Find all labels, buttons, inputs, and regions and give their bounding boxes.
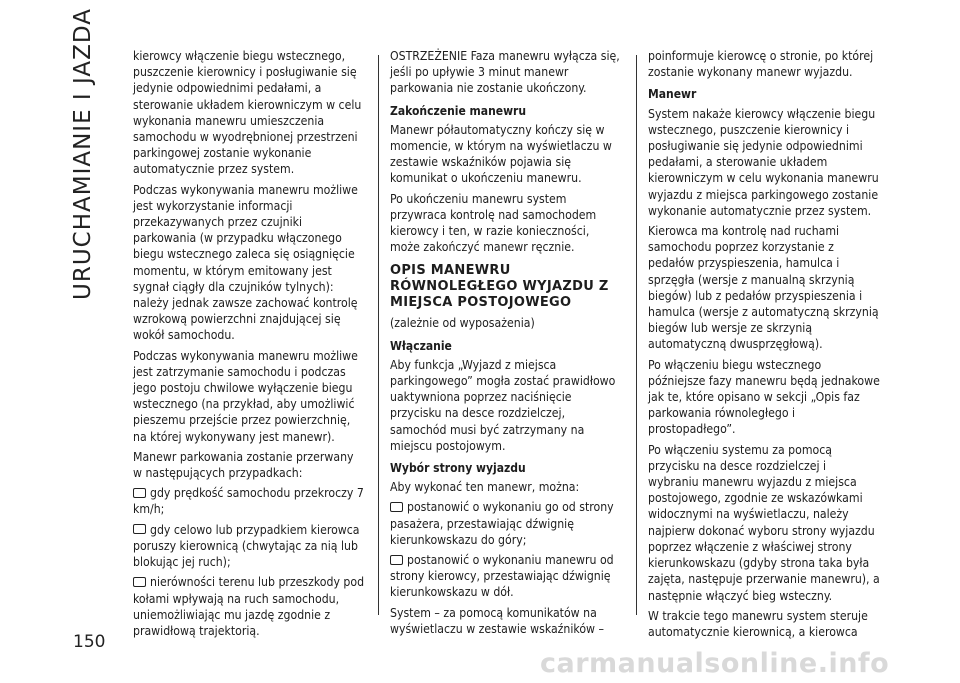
paragraph: Podczas wykonywania manewru możliwe jest zatrzymanie samochodu i podczas jego postoju chwilowe wyłączenie biegu wstecznego (na przykład, aby umożliwić pieszemu przejście przez powierzchnię, na której wykonywany jest manewr).	[133, 348, 358, 444]
list-item	[133, 522, 365, 571]
column-divider	[636, 55, 637, 615]
paragraph: Manewr parkowania zostanie przerwany w następujących przypadkach:	[133, 449, 354, 481]
paragraph: Podczas wykonywania manewru możliwe jest wykorzystanie informacji przekazywanych przez czujniki parkowania (w przypadku włączonego biegu wstecznego zaleca się osiągnięcie momentu, w którym emitowany jest sygnał ciągły dla czujników tylnych): należy jednak zawsze zachować kontrolę wzrokową powierzchni znajdującej się wokół samochodu.	[133, 182, 358, 343]
list-item	[133, 485, 365, 517]
paragraph: Aby funkcja „Wyjazd z miejsca parkingowego” mogła zostać prawidłowo uaktywniona poprzez naciśnięcie przycisku na desce rozdzielczej, samochód musi być zatrzymany na miejscu postojowym.	[390, 357, 616, 453]
paragraph: W trakcie tego manewru system steruje automatycznie kierownicą, a kierowca	[648, 608, 868, 639]
section-title: URUCHAMIANIE I JAZDA	[70, 8, 96, 300]
paragraph: poinformuje kierowcę o stronie, po której zostanie wykonany manewr wyjazdu.	[648, 49, 874, 80]
paragraph: Po ukończeniu manewru system przywraca kontrolę nad samochodem kierowcy i ten, w razie konieczności, może zakończyć manewr ręcznie.	[390, 191, 597, 255]
paragraph: Po włączeniu systemu za pomocą przycisku na desce rozdzielczej i wybraniu manewru wyjazdu z miejsca postojowego, zgodnie ze wskazówkami widocznymi na wyświetlaczu, należy najpierw dokonać wyboru strony wyjazdu poprzez włączenie z właściwej strony kierunkowskazu (gdyby strona taka była zajęta, następuje przerwanie manewru), a następnie włączyć bieg wsteczny.	[648, 442, 880, 603]
bullet-icon	[133, 524, 146, 534]
list-item-text: gdy prędkość samochodu przekroczy 7 km/h;	[133, 486, 364, 517]
paragraph: System nakaże kierowcy włączenie biegu wstecznego, puszczenie kierownicy i posługiwanie się jedynie odpowiednimi pedałami, a sterowanie układem kierowniczym w celu wykonania manewru wyjazdu z miejsca parkingowego zostanie wykonanie automatycznie przez system.	[648, 106, 879, 218]
list-item-text: postanowić o wykonaniu manewru od strony kierowcy, przestawiając dźwignię kierunkowskazu w dół.	[390, 553, 614, 600]
list-item	[133, 574, 365, 639]
list-item-text: gdy celowo lub przypadkiem kierowca poruszy kierownicą (chwytając za nią lub blokując jej ruch);	[133, 522, 360, 570]
watermark: carmanualsonline.info	[540, 648, 890, 679]
bullet-icon	[133, 488, 146, 498]
bullet-icon	[133, 577, 146, 587]
paragraph: System – za pomocą komunikatów na wyświetlaczu w zestawie wskaźników –	[390, 605, 604, 636]
bullet-icon	[390, 502, 403, 512]
column-1	[133, 48, 365, 643]
subheading: Włączanie	[390, 338, 452, 353]
list-item	[390, 552, 620, 601]
paragraph: (zależnie od wyposażenia)	[390, 316, 535, 331]
page-number: 150	[73, 632, 106, 652]
column-2	[390, 48, 620, 641]
paragraph: Manewr półautomatyczny kończy się w momencie, w którym na wyświetlaczu w zestawie wskaźników pojawia się komunikat o ukończeniu manewru.	[390, 122, 612, 186]
list-item	[390, 499, 620, 548]
paragraph: kierowcy włączenie biegu wstecznego, puszczenie kierownicy i posługiwanie się jedynie odpowiednimi pedałami, a sterowanie układem kierowniczym w celu wykonania manewru umieszczenia samochodu w wyodrębnionej przestrzeni parkingowej zostanie wykonanie automatycznie przez system.	[133, 49, 362, 177]
list-item-text: nierówności terenu lub przeszkody pod kołami wpływają na ruch samochodu, uniemożliwiając mu jazdę zgodnie z prawidłową trajektorią.	[133, 575, 365, 638]
subheading: Zakończenie manewru	[390, 103, 527, 118]
paragraph: Po włączeniu biegu wstecznego późniejsze fazy manewru będą jednakowe jak te, które opisano w sekcji „Opis faz parkowania równoległego i prostopadłego”.	[648, 357, 880, 437]
subheading: Manewr	[648, 87, 697, 102]
section-heading: OPIS MANEWRU RÓWNOLEGŁEGO WYJAZDU Z MIEJSCA POSTOJOWEGO	[390, 263, 609, 311]
column-divider	[378, 55, 379, 615]
list-item-text: postanowić o wykonaniu go od strony pasażera, przestawiając dźwignię kierunkowskazu do góry;	[390, 500, 614, 547]
paragraph: OSTRZEŻENIE Faza manewru wyłącza się, jeśli po upływie 3 minut manewr parkowania nie zostanie ukończony.	[390, 49, 620, 96]
paragraph: Kierowca ma kontrolę nad ruchami samochodu poprzez korzystanie z pedałów przyspieszenia, hamulca i sprzęgła (wersje z manualną skrzynią biegów) lub z pedałów przyspieszenia i hamulca (wersje z automatyczną skrzynią biegów lub wersje ze skrzynią automatyczną dwusprzęgłową).	[648, 224, 879, 352]
paragraph: Aby wykonać ten manewr, można:	[390, 480, 580, 495]
subheading: Wybór strony wyjazdu	[390, 461, 526, 476]
column-3	[648, 48, 880, 644]
bullet-icon	[390, 555, 403, 565]
